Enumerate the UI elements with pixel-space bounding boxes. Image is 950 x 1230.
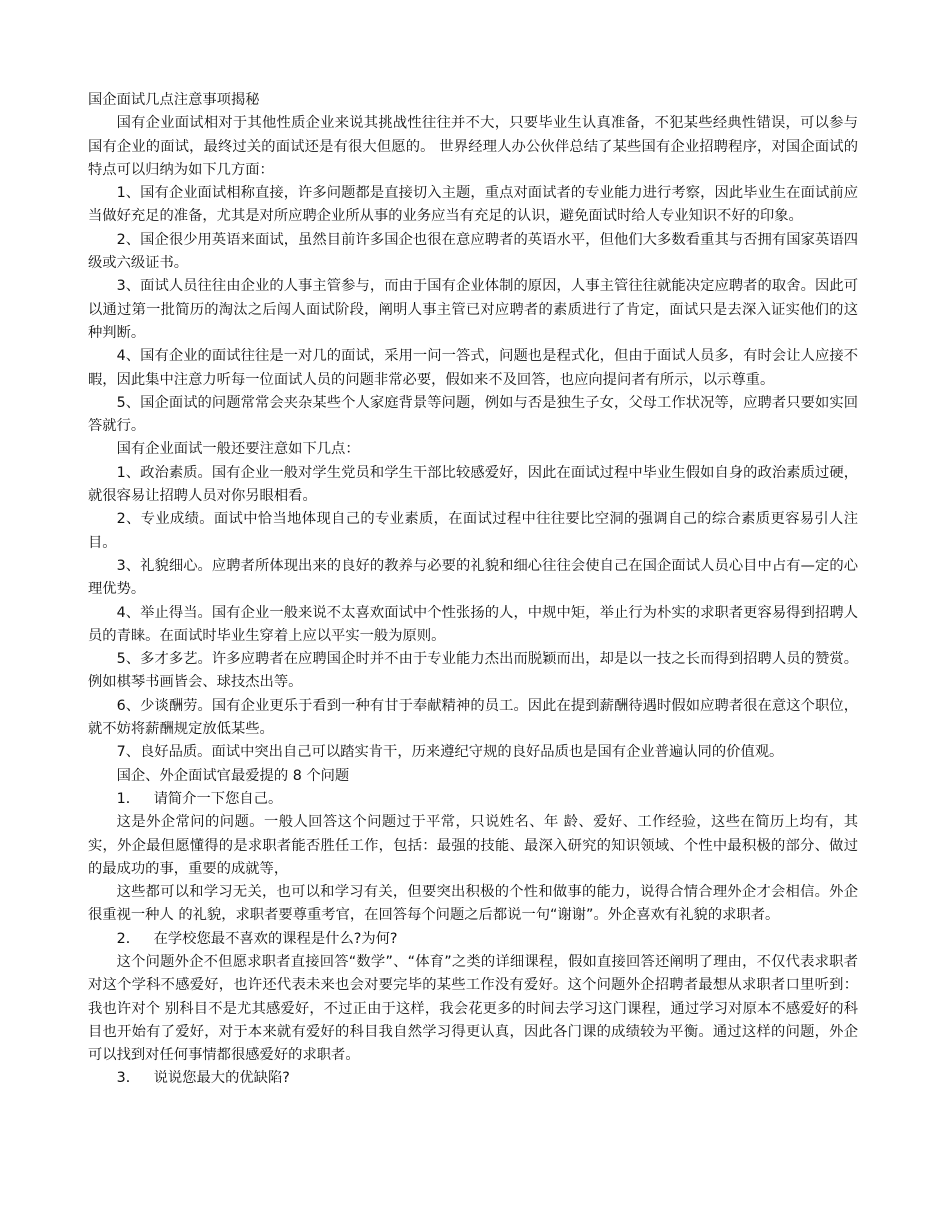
question-heading: [88, 1067, 858, 1090]
question-text: 说说您最大的优缺陷?: [153, 1070, 290, 1087]
question-text: 请简介一下您自己。: [153, 790, 283, 807]
point-item: 4、举止得当。国有企业一般来说不太喜欢面试中个性张扬的人，中规中矩，举止行为朴实的求职者更容易得到招聘人员的青睐。在面试时毕业生穿着上应以平实一般为原则。: [88, 604, 858, 644]
section-heading: 国企、外企面试官最爱提的 8 个问题: [116, 767, 350, 784]
question-heading: [88, 788, 858, 811]
answer-paragraph: 这些都可以和学习无关，也可以和学习有关，但要突出积极的个性和做事的能力，说得合情合理外企才会相信。外企很重视一种人 的礼貌，求职者要尊重考官，在回答每个问题之后都说一句“谢谢”。外企喜欢有礼貌的求职者。: [88, 884, 858, 924]
point-item: 7、良好品质。面试中突出自己可以踏实肯干，历来遵纪守规的良好品质也是国有企业普遍认同的价值观。: [116, 744, 784, 761]
answer-paragraph: 这是外企常问的问题。一般人回答这个问题过于平常，只说姓名、年 龄、爱好、工作经验，这些在简历上均有，其实，外企最但愿懂得的是求职者能否胜任工作，包括：最强的技能、最深入研究的知识领域、个性中最积极的部分、做过的最成功的事，重要的成就等，: [88, 814, 858, 877]
question-number: 1．: [116, 790, 140, 807]
point-item: 5、多才多艺。许多应聘者在应聘国企时并不由于专业能力杰出而脱颖而出，却是以一技之长而得到招聘人员的赞赏。例如棋琴书画皆会、球技杰出等。: [88, 651, 858, 691]
point-item: 3、礼貌细心。应聘者所体现出来的良好的教养与必要的礼貌和细心往往会使自己在国企面试人员心目中占有—定的心理优势。: [88, 557, 858, 598]
feature-item: 5、国企面试的问题常常会夹杂某些个人家庭背景等问题，例如与否是独生子女，父母工作状况等，应聘者只要如实回答就行。: [88, 394, 858, 435]
intro-paragraph: 国有企业面试相对于其他性质企业来说其挑战性往往并不大，只要毕业生认真准备，不犯某些经典性错误，可以参与国有企业的面试，最终过关的面试还是有很大但愿的。 世界经理人办公伙伴总结了某些国有企业招聘程序，对国企面试的特点可以归纳为如下几方面：: [88, 115, 858, 178]
point-item: 2、专业成绩。面试中恰当地体现自己的专业素质，在面试过程中往往要比空洞的强调自己的综合素质更容易引人注目。: [88, 511, 858, 551]
feature-item: 3、面试人员往往由企业的人事主管参与，而由于国有企业体制的原因，人事主管往往就能决定应聘者的取舍。因此可以通过第一批简历的淘汰之后闯人面试阶段，阐明人事主管已对应聘者的素质进行了肯定，面试只是去深入证实他们的这种判断。: [88, 278, 858, 341]
section-heading: 国有企业面试一般还要注意如下几点：: [116, 441, 360, 458]
feature-item: 1、国有企业面试相称直接，许多问题都是直接切入主题，重点对面试者的专业能力进行考察，因此毕业生在面试前应当做好充足的准备，尤其是对所应聘企业所从事的业务应当有充足的认识，避免面试时给人专业知识不好的印象。: [88, 185, 858, 225]
question-text: 在学校您最不喜欢的课程是什么?为何?: [153, 930, 398, 947]
feature-item: 4、国有企业的面试往往是一对几的面试，采用一问一答式，问题也是程式化，但由于面试人员多，有时会让人应接不暇，因此集中注意力听每一位面试人员的问题非常必要，假如来不及回答，也应向提问者有所示，以示尊重。: [88, 348, 858, 388]
question-number: 2．: [116, 930, 140, 947]
answer-paragraph: 这个问题外企不但愿求职者直接回答“数学”、“体育”之类的详细课程，假如直接回答还阐明了理由，不仅代表求职者对这个学科不感爱好，也许还代表未来也会对要完毕的某些工作没有爱好。这个问题外企招聘者最想从求职者口里听到：我也许对个 别科目不是尤其感爱好，不过正由于这样，我会花更多的时间去学习这门课程，通过学习对原本不感爱好的科目也开始有了爱好，对于本来就有爱好的科目我自然学习得更认真，因此各门课的成绩较为平衡。通过这样的问题，外企可以找到对任何事情都很感爱好的求职者。: [88, 953, 858, 1064]
point-item: 6、少谈酬劳。国有企业更乐于看到一种有甘于奉献精神的员工。因此在提到薪酬待遇时假如应聘者很在意这个职位，就不妨将薪酬规定放低某些。: [88, 697, 858, 738]
question-number: 3．: [116, 1070, 140, 1087]
feature-item: 2、国企很少用英语来面试，虽然目前许多国企也很在意应聘者的英语水平，但他们大多数看重其与否拥有国家英语四级或六级证书。: [88, 231, 858, 272]
point-item: 1、政治素质。国有企业一般对学生党员和学生干部比较感爱好，因此在面试过程中毕业生假如自身的政治素质过硬，就很容易让招聘人员对你另眼相看。: [88, 464, 858, 505]
document-title: 国企面试几点注意事项揭秘: [88, 92, 260, 108]
question-heading: [88, 928, 858, 951]
